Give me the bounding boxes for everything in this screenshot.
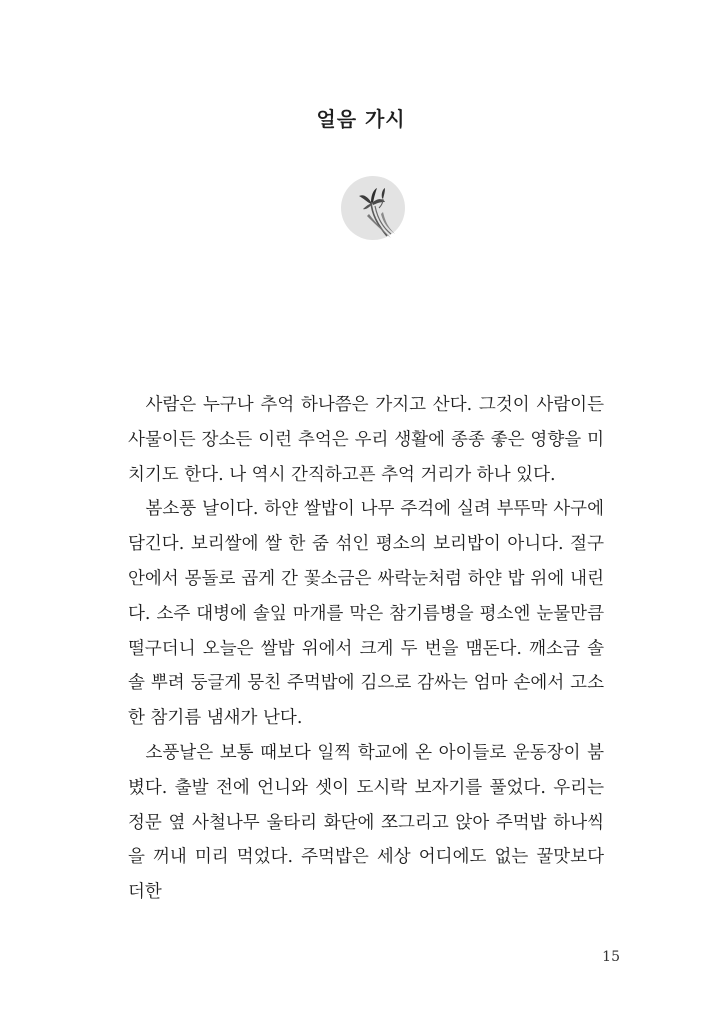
page-number: 15: [602, 949, 620, 965]
body-text: [128, 388, 604, 910]
paragraph: 사람은 누구나 추억 하나쯤은 가지고 산다. 그것이 사람이든 사물이든 장소든 이런 추억은 우리 생활에 종종 좋은 영향을 미치기도 한다. 나 역시 간직하고픈 추억 거리가 하나 있다.: [128, 395, 604, 485]
paragraph: 소풍날은 보통 때보다 일찍 학교에 온 아이들로 운동장이 붐볐다. 출발 전에 언니와 셋이 도시락 보자기를 풀었다. 우리는 정문 옆 사철나무 울타리 화단에 쪼그리고 앉아 주먹밥 하나씩을 꺼내 미리 먹었다. 주먹밥은 세상 어디에도 없는 꿀맛보다 더한: [128, 742, 604, 903]
page-title: 얼음 가시: [316, 107, 406, 131]
paragraph: 봄소풍 날이다. 하얀 쌀밥이 나무 주걱에 실려 부뚜막 사구에 담긴다. 보리쌀에 쌀 한 줌 섞인 평소의 보리밥이 아니다. 절구 안에서 몽돌로 곱게 간 꽃소금은 싸락눈처럼 하얀 밥 위에 내린다. 소주 대병에 솔잎 마개를 막은 참기름병을 평소엔 눈물만큼 떨구더니 오늘은 쌀밥 위에서 크게 두 번을 맴돈다. 깨소금 솔솔 뿌려 둥글게 뭉친 주먹밥에 김으로 감싸는 엄마 손에서 고소한 참기름 냄새가 난다.: [128, 499, 604, 729]
iris-flower-icon: [341, 176, 405, 240]
